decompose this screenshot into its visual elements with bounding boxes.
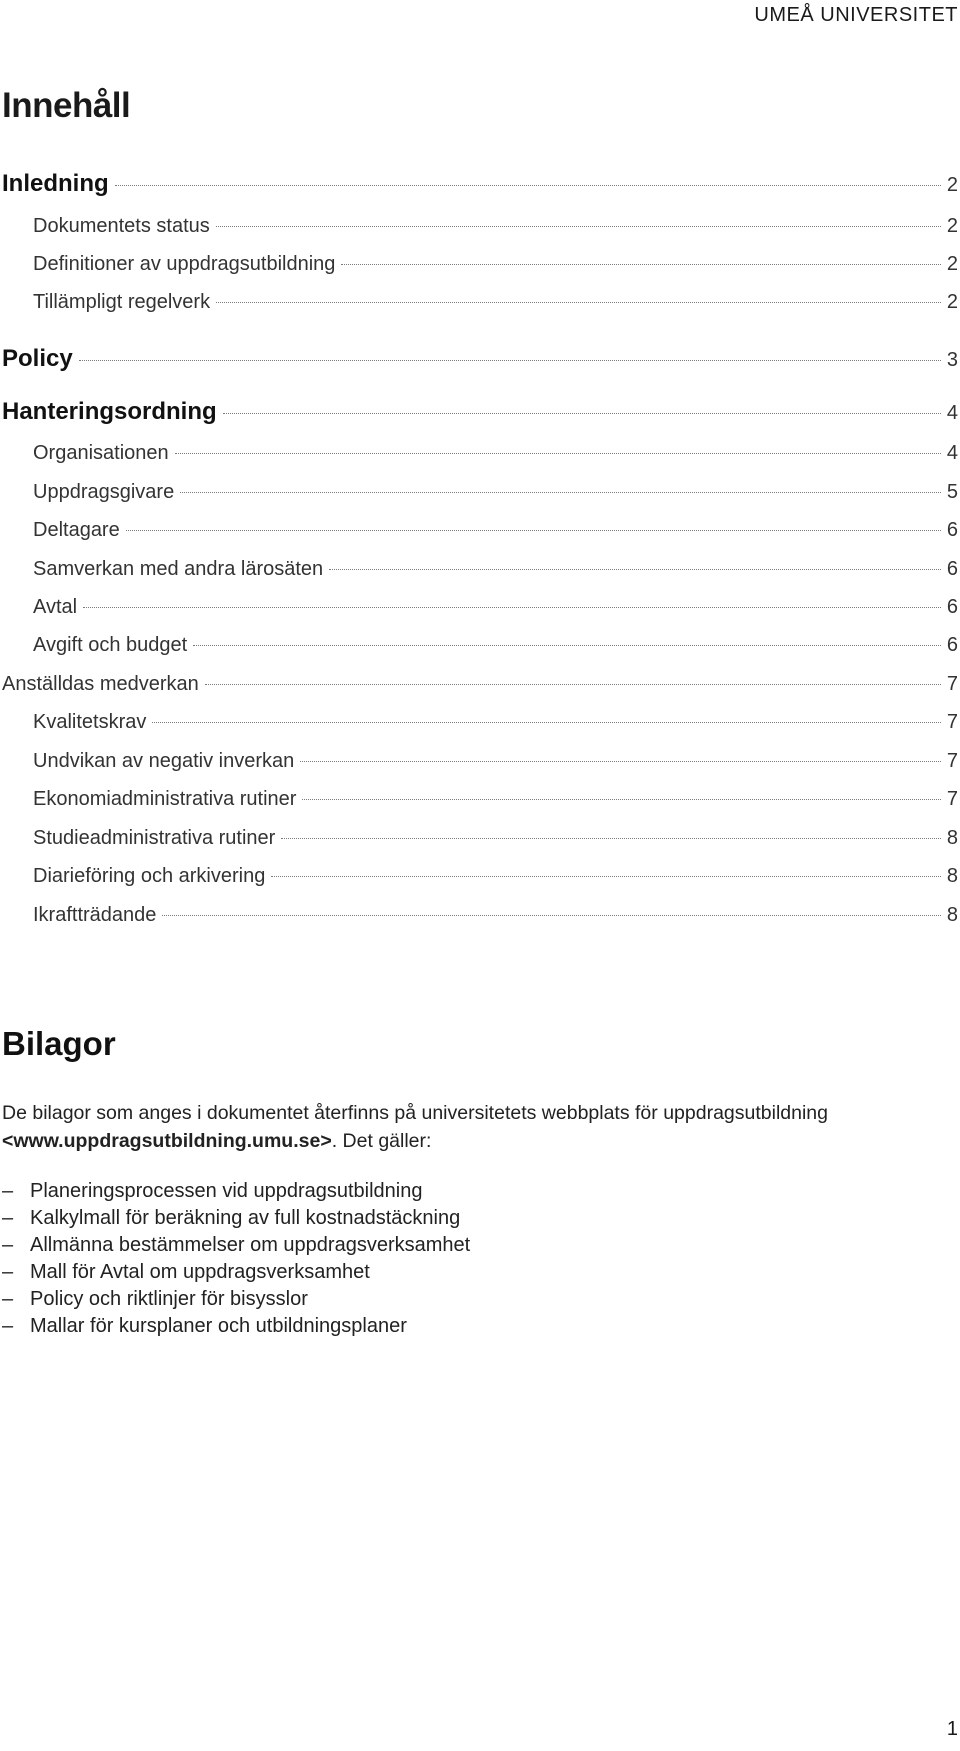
toc-leader-dots [216, 302, 941, 303]
toc-page-number: 7 [946, 673, 958, 695]
toc-entry-label: Hanteringsordning [2, 398, 217, 425]
toc-entry-avtal[interactable] [33, 596, 958, 619]
toc-entry-label: Organisationen [33, 442, 169, 464]
toc-leader-dots [152, 722, 941, 723]
annex-item-label: Planeringsprocessen vid uppdragsutbildning [30, 1180, 423, 1202]
toc-entry-dokumentets-status[interactable] [33, 215, 958, 238]
toc-page-number: 3 [946, 349, 958, 371]
toc-entry-definitioner[interactable] [33, 253, 958, 276]
toc-page-number: 6 [946, 634, 958, 656]
toc-leader-dots [216, 226, 941, 227]
toc-leader-dots [300, 761, 941, 762]
page-number: 1 [946, 1718, 958, 1740]
toc-entry-samverkan[interactable] [33, 558, 958, 581]
annex-item-label: Policy och riktlinjer för bisysslor [30, 1288, 308, 1310]
annex-list [0, 1180, 470, 1342]
toc-page-number: 6 [946, 519, 958, 541]
toc-entry-undvikan[interactable] [33, 750, 958, 773]
toc-leader-dots [302, 799, 940, 800]
toc-leader-dots [271, 876, 941, 877]
toc-entry-deltagare[interactable] [33, 519, 958, 542]
annex-item-label: Kalkylmall för beräkning av full kostnadstäckning [30, 1207, 461, 1229]
annex-item-label: Mall för Avtal om uppdragsverksamhet [30, 1261, 370, 1283]
toc-entry-ikrafttradande[interactable] [33, 904, 958, 927]
intro-text-end: . Det gäller: [331, 1130, 432, 1152]
list-item [0, 1261, 470, 1288]
toc-leader-dots [223, 413, 941, 414]
toc-leader-dots [162, 915, 940, 916]
toc-page-number: 2 [946, 291, 958, 313]
website-link[interactable]: <www.uppdragsutbildning.umu.se> [2, 1130, 332, 1152]
toc-entry-uppdragsgivare[interactable] [33, 481, 958, 504]
toc-entry-label: Ekonomiadministrativa rutiner [33, 788, 297, 810]
toc-page-number: 7 [946, 788, 958, 810]
toc-page-number: 4 [946, 402, 958, 424]
toc-page-number: 8 [946, 827, 958, 849]
toc-entry-label: Avtal [33, 596, 78, 618]
toc-entry-diareforing[interactable] [33, 865, 958, 888]
list-item [0, 1315, 470, 1342]
toc-entry-label: Deltagare [33, 519, 120, 541]
toc-entry-label: Definitioner av uppdragsutbildning [33, 253, 336, 275]
toc-page-number: 4 [946, 442, 958, 464]
toc-entry-label: Diarieföring och arkivering [33, 865, 266, 887]
toc-leader-dots [180, 492, 941, 493]
toc-entry-studieadministrativa[interactable] [33, 827, 958, 850]
toc-leader-dots [205, 684, 941, 685]
toc-page-number: 8 [946, 865, 958, 887]
toc-leader-dots [126, 530, 941, 531]
toc-entry-label: Kvalitetskrav [33, 711, 147, 733]
toc-entry-avgift-och-budget[interactable] [33, 634, 958, 657]
dash-bullet: – [2, 1234, 14, 1256]
list-item [0, 1288, 470, 1315]
toc-leader-dots [175, 453, 941, 454]
university-name: UMEÅ UNIVERSITET [754, 4, 958, 26]
toc-entry-anstalldas-medverkan[interactable] [2, 673, 958, 696]
list-item [0, 1207, 470, 1234]
toc-leader-dots [79, 360, 941, 361]
page-title: Innehåll [2, 86, 131, 125]
toc-leader-dots [115, 185, 941, 186]
annex-item-label: Allmänna bestämmelser om uppdragsverksamhet [30, 1234, 471, 1256]
toc-entry-hanteringsordning[interactable] [2, 398, 958, 426]
toc-leader-dots [193, 645, 941, 646]
toc-page-number: 8 [946, 904, 958, 926]
toc-entry-tillampligt-regelverk[interactable] [33, 291, 958, 314]
toc-entry-label: Samverkan med andra lärosäten [33, 558, 324, 580]
toc-entry-label: Studieadministrativa rutiner [33, 827, 276, 849]
toc-leader-dots [281, 838, 941, 839]
toc-page-number: 7 [946, 711, 958, 733]
annex-item-label: Mallar för kursplaner och utbildningsplaner [30, 1315, 407, 1337]
toc-page-number: 2 [946, 253, 958, 275]
toc-entry-policy[interactable] [2, 345, 958, 373]
toc-page-number: 6 [946, 558, 958, 580]
toc-entry-kvalitetskrav[interactable] [33, 711, 958, 734]
toc-leader-dots [329, 569, 941, 570]
toc-page-number: 2 [946, 215, 958, 237]
toc-entry-label: Tillämpligt regelverk [33, 291, 211, 313]
intro-text: De bilagor som anges i dokumentet återfinns på universitetets webbplats för uppdragsutbildning [2, 1102, 828, 1124]
toc-entry-label: Policy [2, 345, 73, 372]
toc-leader-dots [341, 264, 940, 265]
toc-page-number: 7 [946, 750, 958, 772]
toc-entry-label: Uppdragsgivare [33, 481, 175, 503]
dash-bullet: – [2, 1315, 14, 1337]
bilagor-heading: Bilagor [2, 1025, 116, 1062]
dash-bullet: – [2, 1180, 14, 1202]
toc-entry-ekonomiadministrativa[interactable] [33, 788, 958, 811]
toc-page-number: 2 [946, 174, 958, 196]
toc-entry-label: Avgift och budget [33, 634, 188, 656]
toc-entry-label: Anställdas medverkan [2, 673, 199, 695]
dash-bullet: – [2, 1261, 14, 1283]
toc-entry-label: Dokumentets status [33, 215, 210, 237]
dash-bullet: – [2, 1288, 14, 1310]
bilagor-intro [2, 1099, 958, 1155]
dash-bullet: – [2, 1207, 14, 1229]
toc-leader-dots [83, 607, 941, 608]
toc-entry-inledning[interactable] [2, 170, 958, 198]
list-item [0, 1234, 470, 1261]
toc-entry-label: Ikraftträdande [33, 904, 157, 926]
toc-entry-label: Inledning [2, 170, 109, 197]
toc-page-number: 6 [946, 596, 958, 618]
list-item [0, 1180, 470, 1207]
toc-entry-organisationen[interactable] [33, 442, 958, 465]
toc-page-number: 5 [946, 481, 958, 503]
toc-entry-label: Undvikan av negativ inverkan [33, 750, 295, 772]
